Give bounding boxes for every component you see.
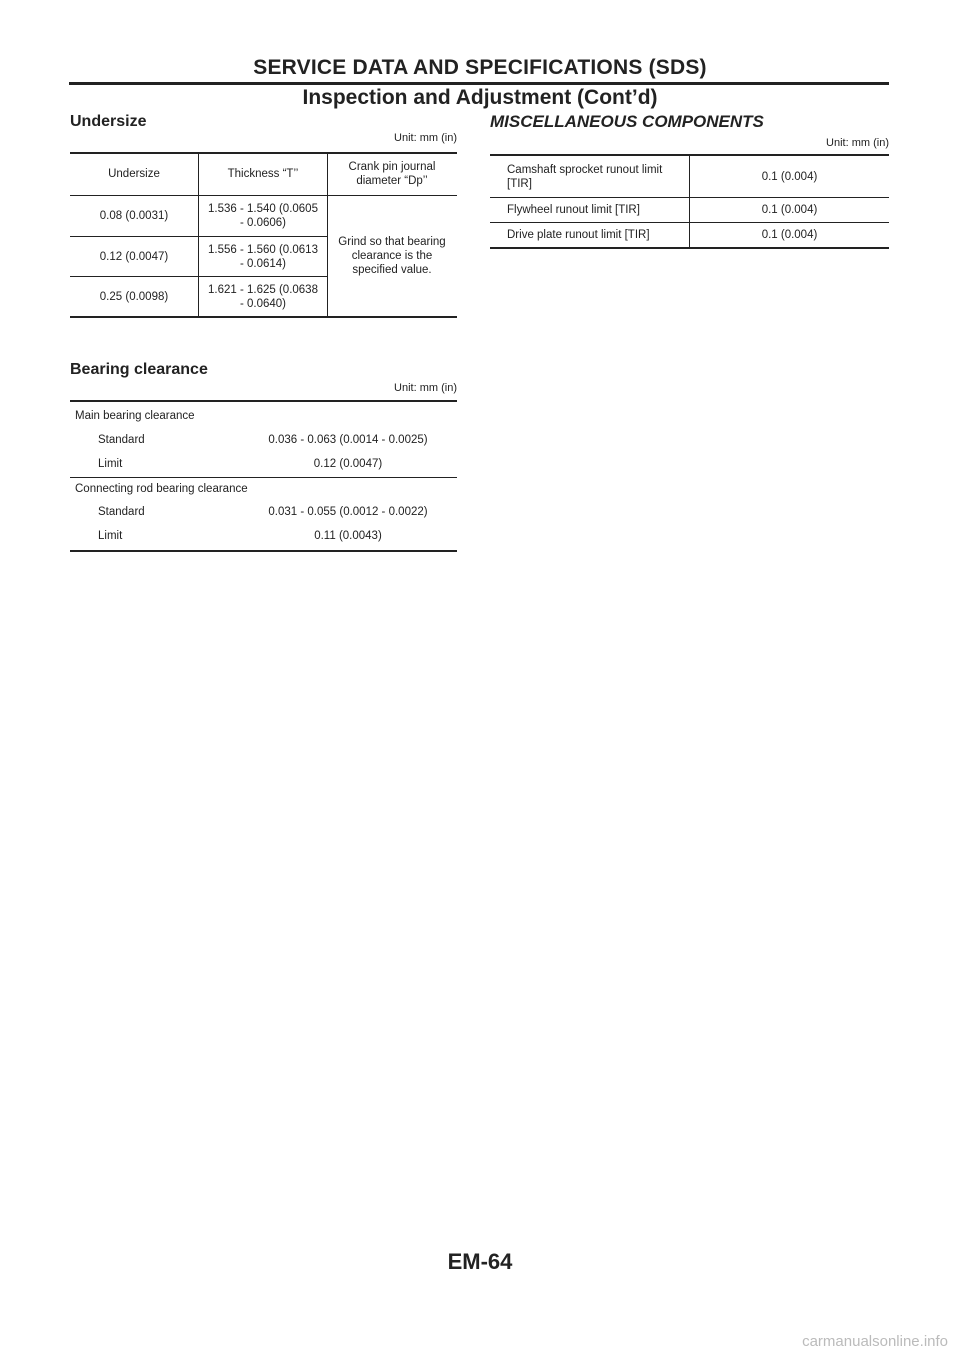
- main-bearing-standard-label: Standard: [98, 434, 145, 446]
- undersize-header-undersize: Undersize: [108, 168, 160, 180]
- misc-bottom-rule: [490, 247, 889, 249]
- flywheel-runout-label: Flywheel runout limit [TIR]: [507, 204, 640, 216]
- main-bearing-clearance-label: Main bearing clearance: [75, 410, 195, 422]
- bearing-top-rule: [70, 400, 457, 402]
- page-number: EM-64: [447, 1249, 513, 1274]
- conrod-bearing-limit-label: Limit: [98, 530, 123, 542]
- bearing-bottom-rule: [70, 550, 457, 552]
- undersize-bottom-rule: [70, 316, 457, 318]
- watermark: carmanualsonline.info: [802, 1333, 948, 1350]
- undersize-header-thickness: Thickness “T’’: [227, 168, 299, 180]
- undersize-col-divider-2: [327, 154, 328, 316]
- undersize-header-diameter: Crank pin journal diameter “Dp’’: [348, 161, 436, 187]
- misc-components-unit: Unit: mm (in): [826, 137, 889, 149]
- bearing-clearance-title: Bearing clearance: [70, 361, 208, 378]
- bearing-group-rule: [70, 477, 457, 478]
- undersize-row-3-undersize: 0.25 (0.0098): [99, 290, 169, 303]
- misc-components-title: MISCELLANEOUS COMPONENTS: [490, 112, 764, 131]
- undersize-unit: Unit: mm (in): [394, 132, 457, 144]
- conrod-bearing-standard-label: Standard: [98, 506, 145, 518]
- main-bearing-standard-value: 0.036 - 0.063 (0.0014 - 0.0025): [268, 434, 428, 446]
- flywheel-runout-value: 0.1 (0.004): [761, 204, 818, 216]
- bearing-clearance-unit: Unit: mm (in): [394, 382, 457, 394]
- conrod-bearing-standard-value: 0.031 - 0.055 (0.0012 - 0.0022): [268, 506, 428, 518]
- drive-plate-runout-value: 0.1 (0.004): [761, 229, 818, 241]
- main-bearing-limit-label: Limit: [98, 458, 123, 470]
- section-header-subtitle: Inspection and Adjustment (Cont’d): [302, 86, 658, 109]
- section-header-title: SERVICE DATA AND SPECIFICATIONS (SDS): [253, 56, 707, 79]
- main-bearing-limit-value: 0.12 (0.0047): [313, 458, 383, 470]
- undersize-row-3-thickness: 1.621 - 1.625 (0.0638 - 0.0640): [208, 283, 318, 310]
- camshaft-sprocket-runout-value: 0.1 (0.004): [761, 170, 818, 183]
- drive-plate-runout-label: Drive plate runout limit [TIR]: [507, 229, 650, 241]
- undersize-diameter-note: Grind so that bearing clearance is the specified value.: [338, 236, 446, 276]
- undersize-row-1-thickness: 1.536 - 1.540 (0.0605 - 0.0606): [208, 203, 318, 229]
- undersize-row-2-thickness: 1.556 - 1.560 (0.0613 - 0.0614): [208, 243, 318, 270]
- undersize-row-1-undersize: 0.08 (0.0031): [99, 210, 169, 222]
- camshaft-sprocket-runout-label: Camshaft sprocket runout limit [TIR]: [507, 163, 663, 190]
- undersize-title: Undersize: [70, 113, 147, 130]
- undersize-row-2-undersize: 0.12 (0.0047): [99, 250, 169, 263]
- conrod-bearing-limit-value: 0.11 (0.0043): [314, 530, 382, 542]
- conrod-bearing-clearance-label: Connecting rod bearing clearance: [75, 483, 248, 495]
